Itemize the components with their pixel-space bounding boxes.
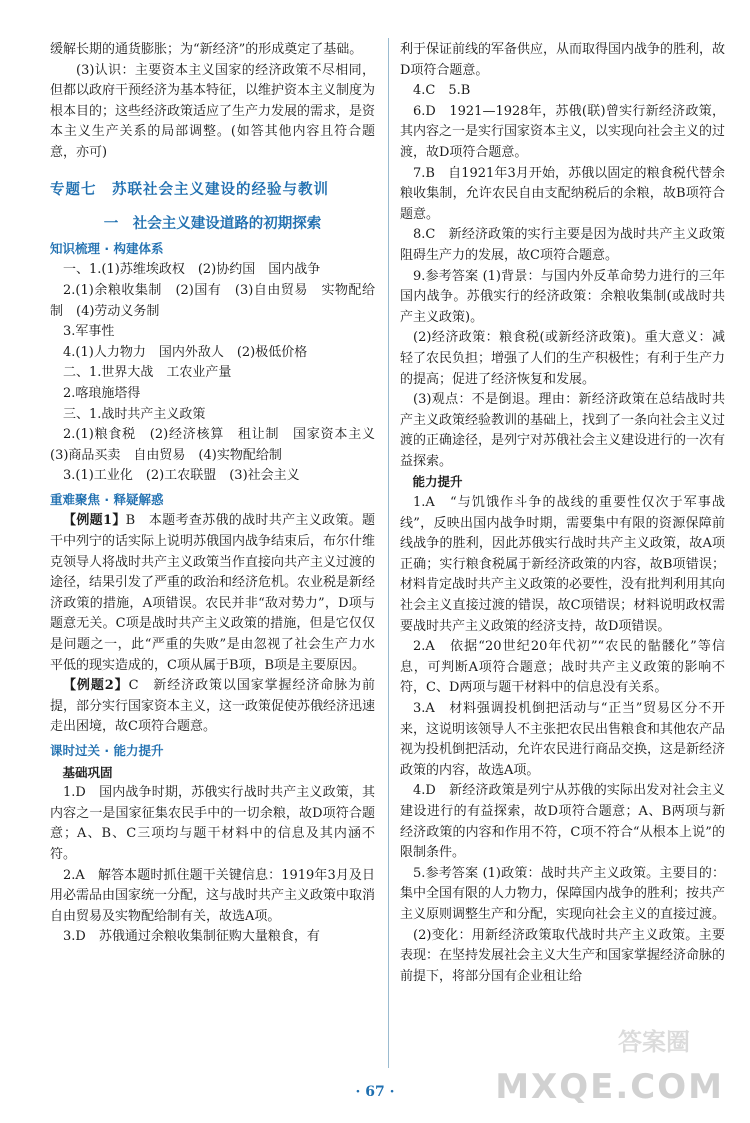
answer-item: 3.D 苏俄通过余粮收集制征购大量粮食，有 bbox=[63, 929, 320, 945]
example-text: B 本题考查苏俄的战时共产主义政策。题干中列宁的话实际上说明苏俄国内战争结束后，布尔什维克领导人将战时共产主义政策当作直接向共产主义过渡的途径，结果引发了严重的政治和经济危机。农业税是新经济政策的措施，A项错误。农民并非“敌对势力”，D项与题意无关。C项是战时共产主义政策的措施，但是它仅仅是问题之一，此“严重的失败”是由忽视了社会生产力水平低的现实造成的，C项从属于B项，B项是主要原因。 bbox=[50, 513, 376, 673]
answer-item: (2)变化：用新经济政策取代战时共产主义政策。主要表现：在坚持发展社会主义大生产和国家掌握经济命脉的前提下，将部分国有企业租让给 bbox=[400, 927, 726, 984]
ability-subheading: 能力提升 bbox=[412, 474, 463, 490]
right-column bbox=[400, 40, 725, 987]
answer-item: (3)观点：不是倒退。理由：新经济政策在总结战时共产主义政策经验教训的基础上，找到了一条向社会主义过渡的正确途径，是列宁对苏俄社会主义建设进行的一次有益探索。 bbox=[400, 392, 726, 469]
example-label: 【例题2】 bbox=[63, 678, 129, 694]
example-text: C 新经济政策以国家掌握经济命脉为前提，部分实行国家资本主义，这一政策促使苏俄经济迅速走出困境，故C项符合题意。 bbox=[50, 678, 376, 735]
knowledge-item: 三、1.战时共产主义政策 bbox=[63, 406, 206, 422]
knowledge-item: 3.(1)工业化 (2)工农联盟 (3)社会主义 bbox=[63, 468, 300, 484]
section-title: 一 社会主义建设道路的初期探索 bbox=[103, 215, 322, 233]
answer-item: 4.D 新经济政策是列宁从苏俄的实际出发对社会主义建设进行的有益探索，故D项符合题意；A、B两项与新经济政策的内容和作用不符，C项不符合“从根本上说”的限制条件。 bbox=[400, 783, 725, 861]
knowledge-item: 一、1.(1)苏维埃政权 (2)协约国 国内战争 bbox=[63, 262, 321, 278]
knowledge-item: 2.(1)粮食税 (2)经济核算 租让制 国家资本主义 (3)商品买卖 自由贸易 (4)实物配给制 bbox=[50, 427, 389, 463]
knowledge-item: 2.(1)余粮收集制 (2)国有 (3)自由贸易 实物配给制 (4)劳动义务制 bbox=[50, 282, 375, 319]
answer-item: 6.D 1921—1928年，苏俄(联)曾实行新经济政策，其内容之一是实行国家资本主义，以实现向社会主义的过渡，故D项符合题意。 bbox=[400, 103, 726, 160]
column-divider bbox=[388, 38, 389, 1068]
left-column bbox=[50, 40, 389, 948]
example-2 bbox=[50, 676, 375, 738]
answer-item: 7.B 自1921年3月开始，苏俄以固定的粮食税代替余粮收集制，允许农民自由支配纳税后的余粮，故B项符合题意。 bbox=[400, 165, 725, 222]
lesson-heading: 课时过关 · 能力提升 bbox=[50, 743, 164, 758]
basic-subheading: 基础巩固 bbox=[62, 764, 113, 780]
paragraph: (3)认识：主要资本主义国家的经济政策不尽相同，但都以政府干预经济为基本特征，以维护资本主义制度为根本目的；这些经济政策适应了生产力发展的需求，是资本主义生产关系的局部调整。(如答其他内容且符合题意，亦可) bbox=[50, 62, 376, 160]
watermark-logo: MXQE.COM bbox=[495, 1067, 724, 1107]
example-label: 【例题1】 bbox=[63, 513, 126, 529]
answer-item: (2)经济政策：粮食税(或新经济政策)。重大意义：减轻了农民负担；增强了人们的生产积极性；有利于生产力的提高；促进了经济恢复和发展。 bbox=[400, 330, 726, 387]
topic-title: 专题七 苏联社会主义建设的经验与教训 bbox=[50, 180, 329, 198]
knowledge-item: 2.喀琅施塔得 bbox=[63, 385, 141, 401]
answer-item: 2.A 依据“20世纪20年代初”“农民的骷髅化”等信息，可判断A项符合题意；战时共产主义政策的影响不符，C、D两项与题干材料中的信息没有关系。 bbox=[400, 639, 725, 696]
watermark-top: 答案圈 bbox=[618, 1028, 690, 1056]
knowledge-item: 3.军事性 bbox=[63, 324, 115, 340]
answer-item: 3.A 材料强调投机倒把活动与“正当”贸易区分不开来，这说明该领导人不主张把农民出售粮食和其他农产品视为投机倒把活动，允许农民进行商品交换，这是新经济政策的内容，故选A项。 bbox=[400, 701, 726, 778]
answer-item: 5.参考答案 (1)政策：战时共产主义政策。主要目的：集中全国有限的人力物力，保障国内战争的胜利；按共产主义原则调整生产和分配，实现向社会主义的直接过渡。 bbox=[400, 865, 726, 922]
answer-continuation: 利于保证前线的军备供应，从而取得国内战争的胜利，故D项符合题意。 bbox=[400, 42, 726, 78]
focus-heading: 重难聚焦 · 释疑解惑 bbox=[50, 491, 164, 507]
paragraph: 缓解长期的通货膨胀；为“新经济”的形成奠定了基础。 bbox=[50, 42, 363, 57]
knowledge-item: 4.(1)人力物力 国内外敌人 (2)极低价格 bbox=[63, 344, 308, 360]
answer-item: 2.A 解答本题时抓住题干关键信息：1919年3月及日用必需品由国家统一分配，这与战时共产主义政策中取消自由贸易及实物配给制有关，故选A项。 bbox=[50, 867, 376, 924]
knowledge-heading: 知识梳理 · 构建体系 bbox=[50, 240, 164, 256]
answer-item: 8.C 新经济政策的实行主要是因为战时共产主义政策阻碍生产力的发展，故C项符合题意。 bbox=[400, 227, 725, 263]
knowledge-item: 二、1.世界大战 工农业产量 bbox=[63, 365, 232, 381]
page-number: · 67 · bbox=[355, 1084, 395, 1100]
answer-item: 9.参考答案 (1)背景：与国内外反革命势力进行的三年国内战争。苏俄实行的经济政策：余粮收集制(或战时共产主义政策)。 bbox=[400, 268, 725, 325]
answer-item: 1.D 国内战争时期，苏俄实行战时共产主义政策，其内容之一是国家征集农民手中的一切余粮，故D项符合题意；A、B、C三项均与题干材料中的信息及其内涵不符。 bbox=[50, 785, 375, 862]
answer-item: 1.A “与饥饿作斗争的战线的重要性仅次于军事战线”，反映出国内战争时期，需要集中有限的资源保障前线战争的胜利，因此苏俄实行战时共产主义政策，故A项正确；实行粮食税属于新经济政策的内容，故B项错误；材料肯定战时共产主义政策的必要性，没有批判利用其向社会主义直接过渡的错误，故C项错误；材料说明政权需要战时共产主义政策的经济支持，故D项错误。 bbox=[400, 495, 726, 634]
answer-item: 4.C 5.B bbox=[413, 83, 471, 99]
example-1 bbox=[50, 511, 375, 676]
